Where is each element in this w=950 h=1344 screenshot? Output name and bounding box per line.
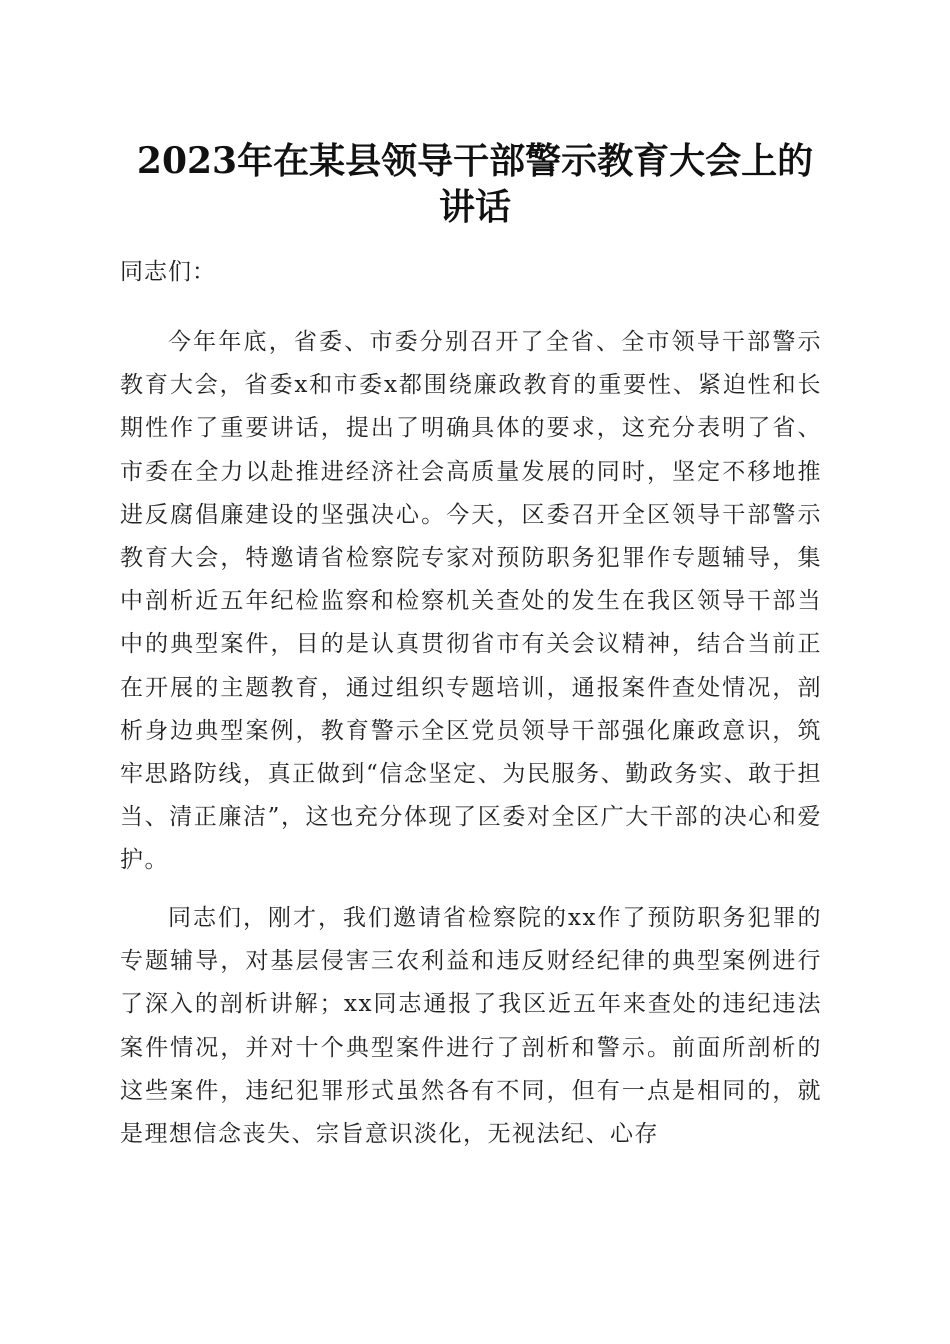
body-paragraph-1: 今年年底，省委、市委分别召开了全省、全市领导干部警示教育大会，省委x和市委x都围绕廉政教育的重要性、紧迫性和长期性作了重要讲话，提出了明确具体的要求，这充分表明了省、市委在全力以赴推进经济社会高质量发展的同时，坚定不移地推进反腐倡廉建设的坚强决心。今天，区委召开全区领导干部警示教育大会，特邀请省检察院专家对预防职务犯罪作专题辅导，集中剖析近五年纪检监察和检察机关查处的发生在我区领导干部当中的典型案件，目的是认真贯彻省市有关会议精神，结合当前正在开展的主题教育，通过组织专题培训，通报案件查处情况，剖析身边典型案例，教育警示全区党员领导干部强化廉政意识，筑牢思路防线，真正做到“信念坚定、为民服务、勤政务实、敢于担当、清正廉洁”，这也充分体现了区委对全区广大干部的决心和爱护。 [120,329,822,874]
document-title: 2023年在某县领导干部警示教育大会上的讲话 [136,140,814,228]
body-paragraph-2: 同志们，刚才，我们邀请省检察院的xx作了预防职务犯罪的专题辅导，对基层侵害三农利益和违反财经纪律的典型案例进行了深入的剖析讲解；xx同志通报了我区近五年来查处的违纪违法案件情况，并对十个典型案件进行了剖析和警示。前面所剖析的这些案件，违纪犯罪形式虽然各有不同，但有一点是相同的，就是理想信念丧失、宗旨意识淡化，无视法纪、心存 [120,905,822,1148]
salutation: 同志们： [120,259,216,285]
